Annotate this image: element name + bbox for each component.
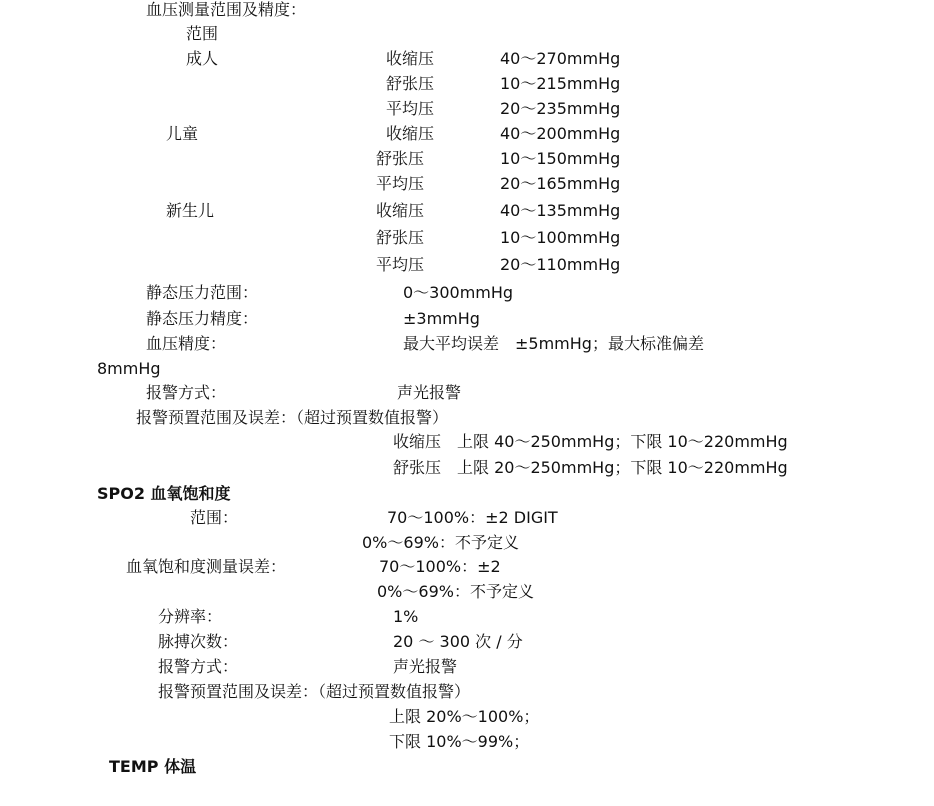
bp-neonate-mean-name: 平均压 xyxy=(376,255,425,274)
spo2-alarm-preset-upper: 上限 20%～100%； xyxy=(389,707,540,726)
spo2-resolution-value: 1% xyxy=(393,607,419,626)
bp-adult-systolic-name: 收缩压 xyxy=(386,49,435,68)
bp-child-mean-value: 20～165mmHg xyxy=(500,174,621,193)
temp-heading: TEMP 体温 xyxy=(109,757,197,776)
bp-neonate-mean-value: 20～110mmHg xyxy=(500,255,621,274)
spo2-alarm-preset-lower: 下限 10%～99%； xyxy=(389,732,530,751)
bp-adult-systolic-value: 40～270mmHg xyxy=(500,49,621,68)
spo2-pulse-value: 20 ～ 300 次 / 分 xyxy=(393,632,523,651)
bp-range-label: 范围 xyxy=(186,24,219,43)
bp-static-range-label: 静态压力范围： xyxy=(146,283,259,302)
bp-accuracy-value-cont: 8mmHg xyxy=(97,359,161,378)
bp-child-diastolic-name: 舒张压 xyxy=(376,149,425,168)
bp-neonate-systolic-value: 40～135mmHg xyxy=(500,201,621,220)
bp-neonate-label: 新生儿 xyxy=(166,201,215,220)
bp-neonate-systolic-name: 收缩压 xyxy=(376,201,425,220)
bp-alarm-preset-label: 报警预置范围及误差：（超过预置数值报警） xyxy=(136,408,449,427)
bp-child-systolic-value: 40～200mmHg xyxy=(500,124,621,143)
bp-static-range-value: 0～300mmHg xyxy=(403,283,514,302)
bp-alarm-preset-diastolic: 舒张压 上限 20～250mmHg；下限 10～220mmHg xyxy=(393,458,788,477)
spo2-alarm-mode-label: 报警方式： xyxy=(158,657,239,676)
bp-neonate-diastolic-value: 10～100mmHg xyxy=(500,228,621,247)
spo2-error-value: 70～100%：±2 xyxy=(379,557,501,576)
spo2-error-label: 血氧饱和度测量误差： xyxy=(126,557,287,576)
bp-alarm-preset-systolic: 收缩压 上限 40～250mmHg；下限 10～220mmHg xyxy=(393,432,788,451)
bp-child-mean-name: 平均压 xyxy=(376,174,425,193)
bp-neonate-diastolic-name: 舒张压 xyxy=(376,228,425,247)
spo2-alarm-mode-value: 声光报警 xyxy=(393,657,458,676)
spo2-heading: SPO2 血氧饱和度 xyxy=(97,484,231,503)
spo2-resolution-label: 分辨率： xyxy=(158,607,223,626)
bp-adult-diastolic-value: 10～215mmHg xyxy=(500,74,621,93)
bp-accuracy-label: 血压精度： xyxy=(146,334,227,353)
bp-accuracy-value: 最大平均误差 ±5mmHg；最大标准偏差 xyxy=(403,334,704,353)
spo2-range-value2: 0%～69%：不予定义 xyxy=(362,533,519,552)
bp-static-accuracy-value: ±3mmHg xyxy=(403,309,480,328)
spo2-alarm-preset-label: 报警预置范围及误差：（超过预置数值报警） xyxy=(158,682,471,701)
bp-child-diastolic-value: 10～150mmHg xyxy=(500,149,621,168)
bp-adult-mean-name: 平均压 xyxy=(386,99,435,118)
bp-child-systolic-name: 收缩压 xyxy=(386,124,435,143)
bp-adult-label: 成人 xyxy=(186,49,219,68)
spo2-error-value2: 0%～69%：不予定义 xyxy=(377,582,534,601)
bp-static-accuracy-label: 静态压力精度： xyxy=(146,309,259,328)
bp-alarm-mode-value: 声光报警 xyxy=(397,383,462,402)
bp-adult-mean-value: 20～235mmHg xyxy=(500,99,621,118)
bp-heading: 血压测量范围及精度： xyxy=(146,0,307,19)
bp-child-label: 儿童 xyxy=(166,124,199,143)
spo2-pulse-label: 脉搏次数： xyxy=(158,632,239,651)
spo2-range-label: 范围： xyxy=(190,508,239,527)
bp-alarm-mode-label: 报警方式： xyxy=(146,383,227,402)
bp-adult-diastolic-name: 舒张压 xyxy=(386,74,435,93)
spo2-range-value: 70～100%：±2 DIGIT xyxy=(387,508,558,527)
